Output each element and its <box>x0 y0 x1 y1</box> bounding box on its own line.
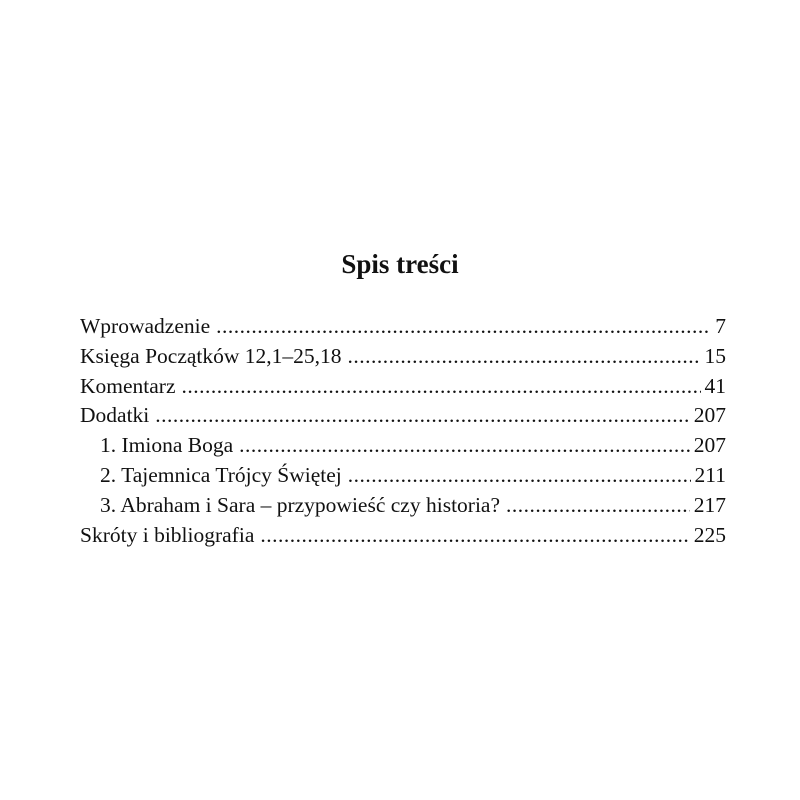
toc-entry-imiona-boga <box>80 431 726 461</box>
toc-entry-wprowadzenie <box>80 312 726 342</box>
toc-entry-page-number: 207 <box>693 403 726 428</box>
toc-entry-tajemnica-trojcy <box>80 461 726 491</box>
toc-entry-page-number: 41 <box>704 373 726 398</box>
dot-leader <box>506 491 690 521</box>
toc-entry-label: Dodatki <box>80 403 150 428</box>
toc-entry-label: 2. Tajemnica Trójcy Świętej <box>100 462 342 487</box>
dot-leader <box>348 461 691 491</box>
table-of-contents <box>80 312 726 550</box>
toc-entry-page-number: 7 <box>715 314 726 338</box>
toc-entry-page-number: 225 <box>693 522 726 547</box>
dot-leader <box>239 431 690 461</box>
toc-entry-abraham-i-sara <box>80 491 726 521</box>
toc-entry-label: Skróty i bibliografia <box>80 522 255 547</box>
toc-entry-ksiega-poczatkow <box>80 342 726 372</box>
toc-entry-page-number: 211 <box>694 462 726 487</box>
dot-leader <box>182 372 701 402</box>
toc-entry-label: 1. Imiona Boga <box>100 433 234 458</box>
toc-entry-label: Wprowadzenie <box>80 314 211 338</box>
toc-entry-skroty-i-bibliografia <box>80 521 726 551</box>
dot-leader <box>348 342 701 372</box>
toc-entry-page-number: 217 <box>693 492 726 517</box>
toc-entry-label: Księga Początków 12,1–25,18 <box>80 343 342 368</box>
dot-leader <box>216 312 711 342</box>
dot-leader <box>260 521 689 551</box>
toc-entry-label: Komentarz <box>80 373 176 398</box>
toc-entry-komentarz <box>80 372 726 402</box>
toc-entry-label: 3. Abraham i Sara – przypowieść czy historia? <box>100 492 501 517</box>
toc-entry-dodatki <box>80 401 726 431</box>
toc-entry-page-number: 15 <box>704 343 726 368</box>
dot-leader <box>155 401 689 431</box>
toc-entry-page-number: 207 <box>693 433 726 458</box>
page-title: Spis treści <box>341 249 459 279</box>
